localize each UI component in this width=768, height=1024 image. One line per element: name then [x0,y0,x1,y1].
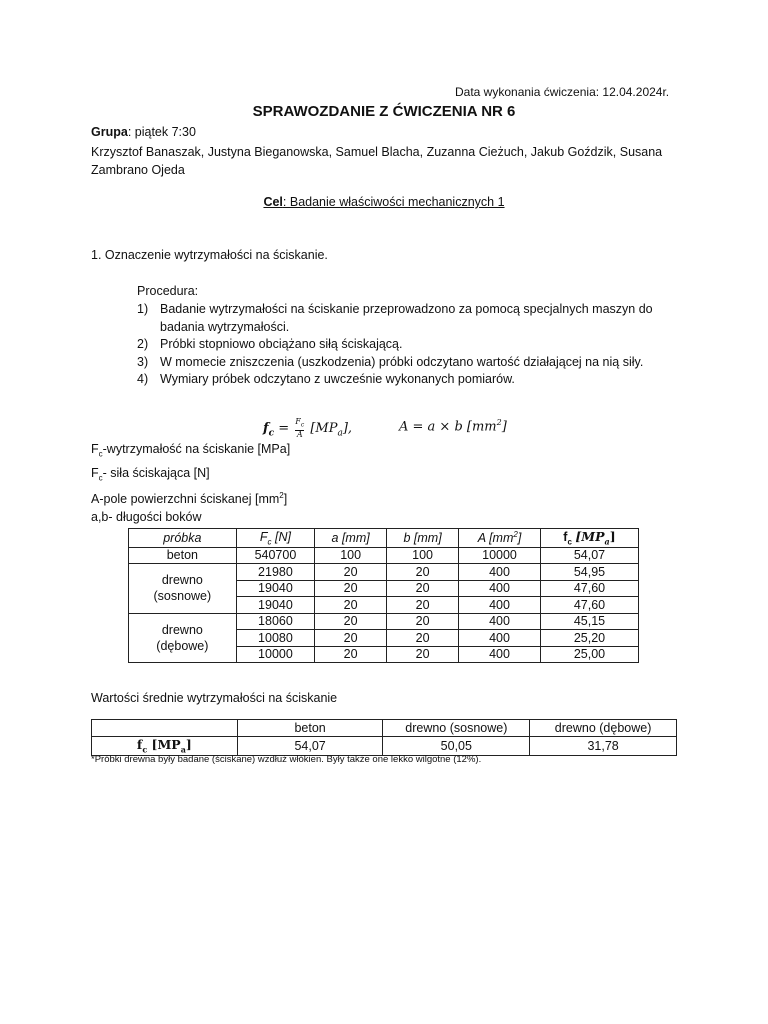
header-beton: beton [237,720,383,737]
definition-text: a,b- długości boków [91,510,202,525]
definition-subscript: c [98,473,103,482]
authors: Krzysztof Banaszak, Justyna Bieganowska, Samuel Blacha, Zuzanna Cieżuch, Jakub Goździk, Susana Zambrano Ojeda [91,145,663,177]
formula-fraction [295,418,304,439]
step-number: 2) [137,337,149,351]
group-beton: beton [129,547,237,564]
header-strength-unit: [MP [575,529,605,544]
cell-b: 20 [387,630,459,647]
step-number: 1) [137,302,149,316]
table-row [129,547,639,564]
cell-area: 10000 [459,547,541,564]
cell-force: 18060 [236,613,314,630]
cell-a: 20 [315,580,387,597]
area-formula [399,418,507,434]
goal-line [0,195,768,209]
mean-debowe: 31,78 [530,737,677,756]
step-number: 4) [137,372,149,386]
cell-area: 400 [459,597,541,614]
numerator-symbol: F [295,417,301,426]
strength-formula: $f_c$ = $\frac{F_c}{A}$ $[MP_a]$, [263,417,353,439]
cell-area: 400 [459,630,541,647]
definition-text: -wytrzymałość na ściskanie [MPa] [102,442,291,456]
formula-symbol: f [263,420,269,436]
cell-b: 20 [387,580,459,597]
definition-subscript: c [98,449,103,459]
cell-strength: 45,15 [540,613,638,630]
step-text: Próbki stopniowo obciążano siłą ściskającą. [160,337,403,351]
fraction-denominator: A [296,429,303,439]
group-line [91,125,196,139]
definition-superscript: 2 [279,491,284,500]
formula-subscript: c [268,428,275,439]
table-header-row [129,529,639,548]
row-label [92,737,238,756]
header-strength [540,529,638,548]
definition [91,508,290,526]
header-strength-end: ] [609,529,616,544]
header-sosnowe: drewno (sosnowe) [383,720,530,737]
fraction-numerator [295,418,304,431]
table-header-row [92,720,677,737]
header-area-superscript: 2 [513,530,518,540]
group-sosnowe [129,564,237,614]
header-force [236,529,314,548]
cell-strength: 47,60 [540,580,638,597]
procedure-step [137,336,677,354]
cell-a: 20 [315,564,387,581]
group-name: drewno [161,622,203,637]
definition [91,440,290,464]
cell-a: 20 [315,646,387,663]
group-type: (sosnowe) [153,589,212,604]
definition-symbol: F [91,465,99,480]
row-label-symbol: f [136,737,143,752]
group-value: : piątek 7:30 [127,125,196,139]
header-force-unit: [N] [271,529,291,544]
step-text: Badanie wytrzymałości na ściskanie przeprowadzono za pomocą specjalnych maszyn do badania wytrzymałości. [160,302,653,334]
definition-text: A-pole powierzchni ściskanej [mm [91,492,280,507]
header-strength-subscript: c [567,537,572,547]
step-number: 3) [137,354,149,369]
row-label-end: ] [185,737,192,752]
step-text: W momecie zniszczenia (uszkodzenia) próbki odczytano wartość działającej na nią siły. [160,354,644,369]
cell-strength: 47,60 [540,597,638,614]
formula-end: ], [342,420,353,436]
cell-a: 20 [315,613,387,630]
header-probka: próbka [129,529,237,548]
numerator-subscript: c [300,421,305,429]
cell-force: 21980 [236,564,314,581]
area-formula-text: A = a × b [mm [399,419,497,435]
cell-b: 20 [387,613,459,630]
cell-b: 20 [387,564,459,581]
header-strength-unit-subscript: a [604,536,610,547]
empty-corner-cell [92,720,238,737]
cell-a: 20 [315,597,387,614]
formula-unit-subscript: a [337,428,343,439]
table-row [129,613,639,630]
step-text: Wymiary próbek odczytano z uwcześnie wykonanych pomiarów. [160,372,515,386]
procedure-steps [137,301,677,389]
table-row [129,564,639,581]
cell-b: 20 [387,646,459,663]
header-force-subscript: c [267,537,272,546]
cell-force: 10080 [236,630,314,647]
group-type: (dębowe) [156,638,209,653]
procedure-step [137,371,677,389]
mean-sosnowe: 50,05 [383,737,530,756]
cell-force: 540700 [236,547,314,564]
report-title: SPRAWOZDANIE Z ĆWICZENIA NR 6 [252,103,516,120]
header-force-symbol: F [259,529,268,544]
table-row [92,737,677,756]
cell-force: 19040 [236,580,314,597]
cell-b: 20 [387,597,459,614]
cell-b: 100 [387,547,459,564]
goal-label: Cel [263,195,283,209]
definitions [91,440,290,526]
cell-strength: 25,00 [540,646,638,663]
cell-area: 400 [459,564,541,581]
header-strength-symbol: f [563,530,568,544]
section-heading: 1. Oznaczenie wytrzymałości na ściskanie. [91,248,328,262]
cell-strength: 25,20 [540,630,638,647]
group-name: drewno [161,573,203,588]
group-debowe [129,613,237,663]
row-label-unit: [MP [151,737,181,752]
cell-area: 400 [459,646,541,663]
row-label-unit-subscript: a [180,744,186,755]
cell-force: 10000 [236,646,314,663]
definition-end: ] [283,492,288,507]
area-formula-superscript: 2 [496,418,502,427]
definition-text: - siła ściskająca [N] [102,465,210,480]
area-formula-end: ] [501,419,507,435]
cell-area: 400 [459,613,541,630]
header-b: b [mm] [387,529,459,548]
measurements-table [128,528,639,663]
header-area [459,529,541,548]
cell-a: 100 [315,547,387,564]
header-a: a [mm] [315,529,387,548]
cell-strength: 54,95 [540,564,638,581]
row-label-subscript: c [142,744,148,755]
header-debowe: drewno (dębowe) [530,720,677,737]
header-area-end: ] [517,531,522,546]
cell-a: 20 [315,630,387,647]
exercise-date: Data wykonania ćwiczenia: 12.04.2024r. [455,85,670,99]
goal-value: : Badanie właściwości mechanicznych 1 [282,195,505,209]
cell-force: 19040 [236,597,314,614]
procedure-step [137,301,677,336]
header-area-text: A [mm [477,531,514,546]
definition-symbol: F [91,442,99,456]
footnote: *Próbki drewna były badane (ściskane) wzdłuż włókien. Były także one lekko wilgotne (12%). [91,754,482,765]
group-label: Grupa [91,125,128,139]
procedure-step [137,354,677,372]
definition [91,487,290,508]
cell-area: 400 [459,580,541,597]
definition [91,464,290,488]
mean-beton: 54,07 [237,737,383,756]
procedure-label: Procedura: [137,284,199,298]
means-heading: Wartości średnie wytrzymałości na ściskanie [91,691,338,705]
cell-strength: 54,07 [540,547,638,564]
formula-unit: [MP [310,420,338,436]
means-table [91,719,677,756]
